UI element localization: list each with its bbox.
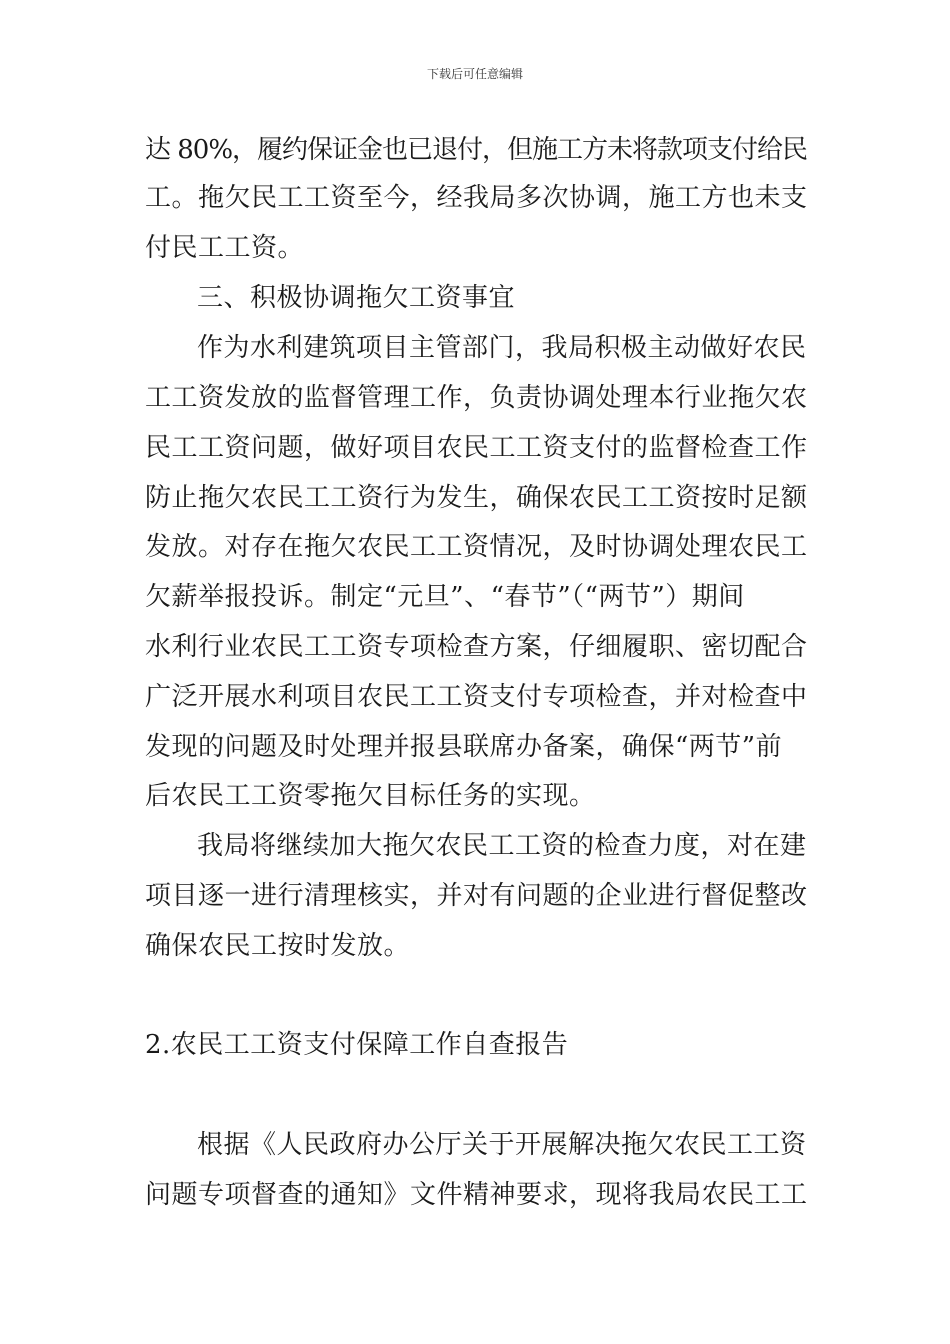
text-line: 问题专项督查的通知》文件精神要求，现将我局农民工工: [145, 1180, 808, 1210]
text-line: 发放。对存在拖欠农民工工资情况，及时协调处理农民工: [145, 532, 808, 562]
section-heading: 三、积极协调拖欠工资事宜: [197, 283, 516, 313]
text-line: 发现的问题及时处理并报县联席办备案，确保“两节”前: [145, 732, 783, 762]
text-line: 确保农民工按时发放。: [145, 931, 411, 961]
report-title: 2.农民工工资支付保障工作自查报告: [145, 1030, 569, 1060]
text-line: 作为水利建筑项目主管部门，我局积极主动做好农民: [197, 333, 807, 363]
text-line: 根据《人民政府办公厅关于开展解决拖欠农民工工资: [197, 1130, 807, 1160]
text-line: 工工资发放的监督管理工作，负责协调处理本行业拖欠农: [145, 383, 808, 413]
text-line: 后农民工工资零拖欠目标任务的实现。: [145, 781, 596, 811]
text-line: 广泛开展水利项目农民工工资支付专项检查，并对检查中: [145, 682, 808, 712]
text-line: 项目逐一进行清理核实，并对有问题的企业进行督促整改: [145, 881, 808, 911]
text-line: 防止拖欠农民工工资行为发生，确保农民工工资按时足额: [145, 483, 808, 513]
text-line: 民工工资问题，做好项目农民工工资支付的监督检查工作: [145, 433, 808, 463]
text-line: 达 80%，履约保证金也已退付，但施工方未将款项支付给民: [145, 135, 808, 165]
text-line: 欠薪举报投诉。制定“元旦”、“春节”（“两节”）期间: [145, 582, 745, 612]
page-header: 下载后可任意编辑: [426, 67, 523, 81]
text-line: 水利行业农民工工资专项检查方案，仔细履职、密切配合: [145, 632, 808, 662]
text-line: 工。拖欠民工工资至今，经我局多次协调，施工方也未支: [145, 183, 808, 213]
text-line: 付民工工资。: [145, 233, 305, 263]
text-line: 我局将继续加大拖欠农民工工资的检查力度，对在建: [197, 831, 807, 861]
